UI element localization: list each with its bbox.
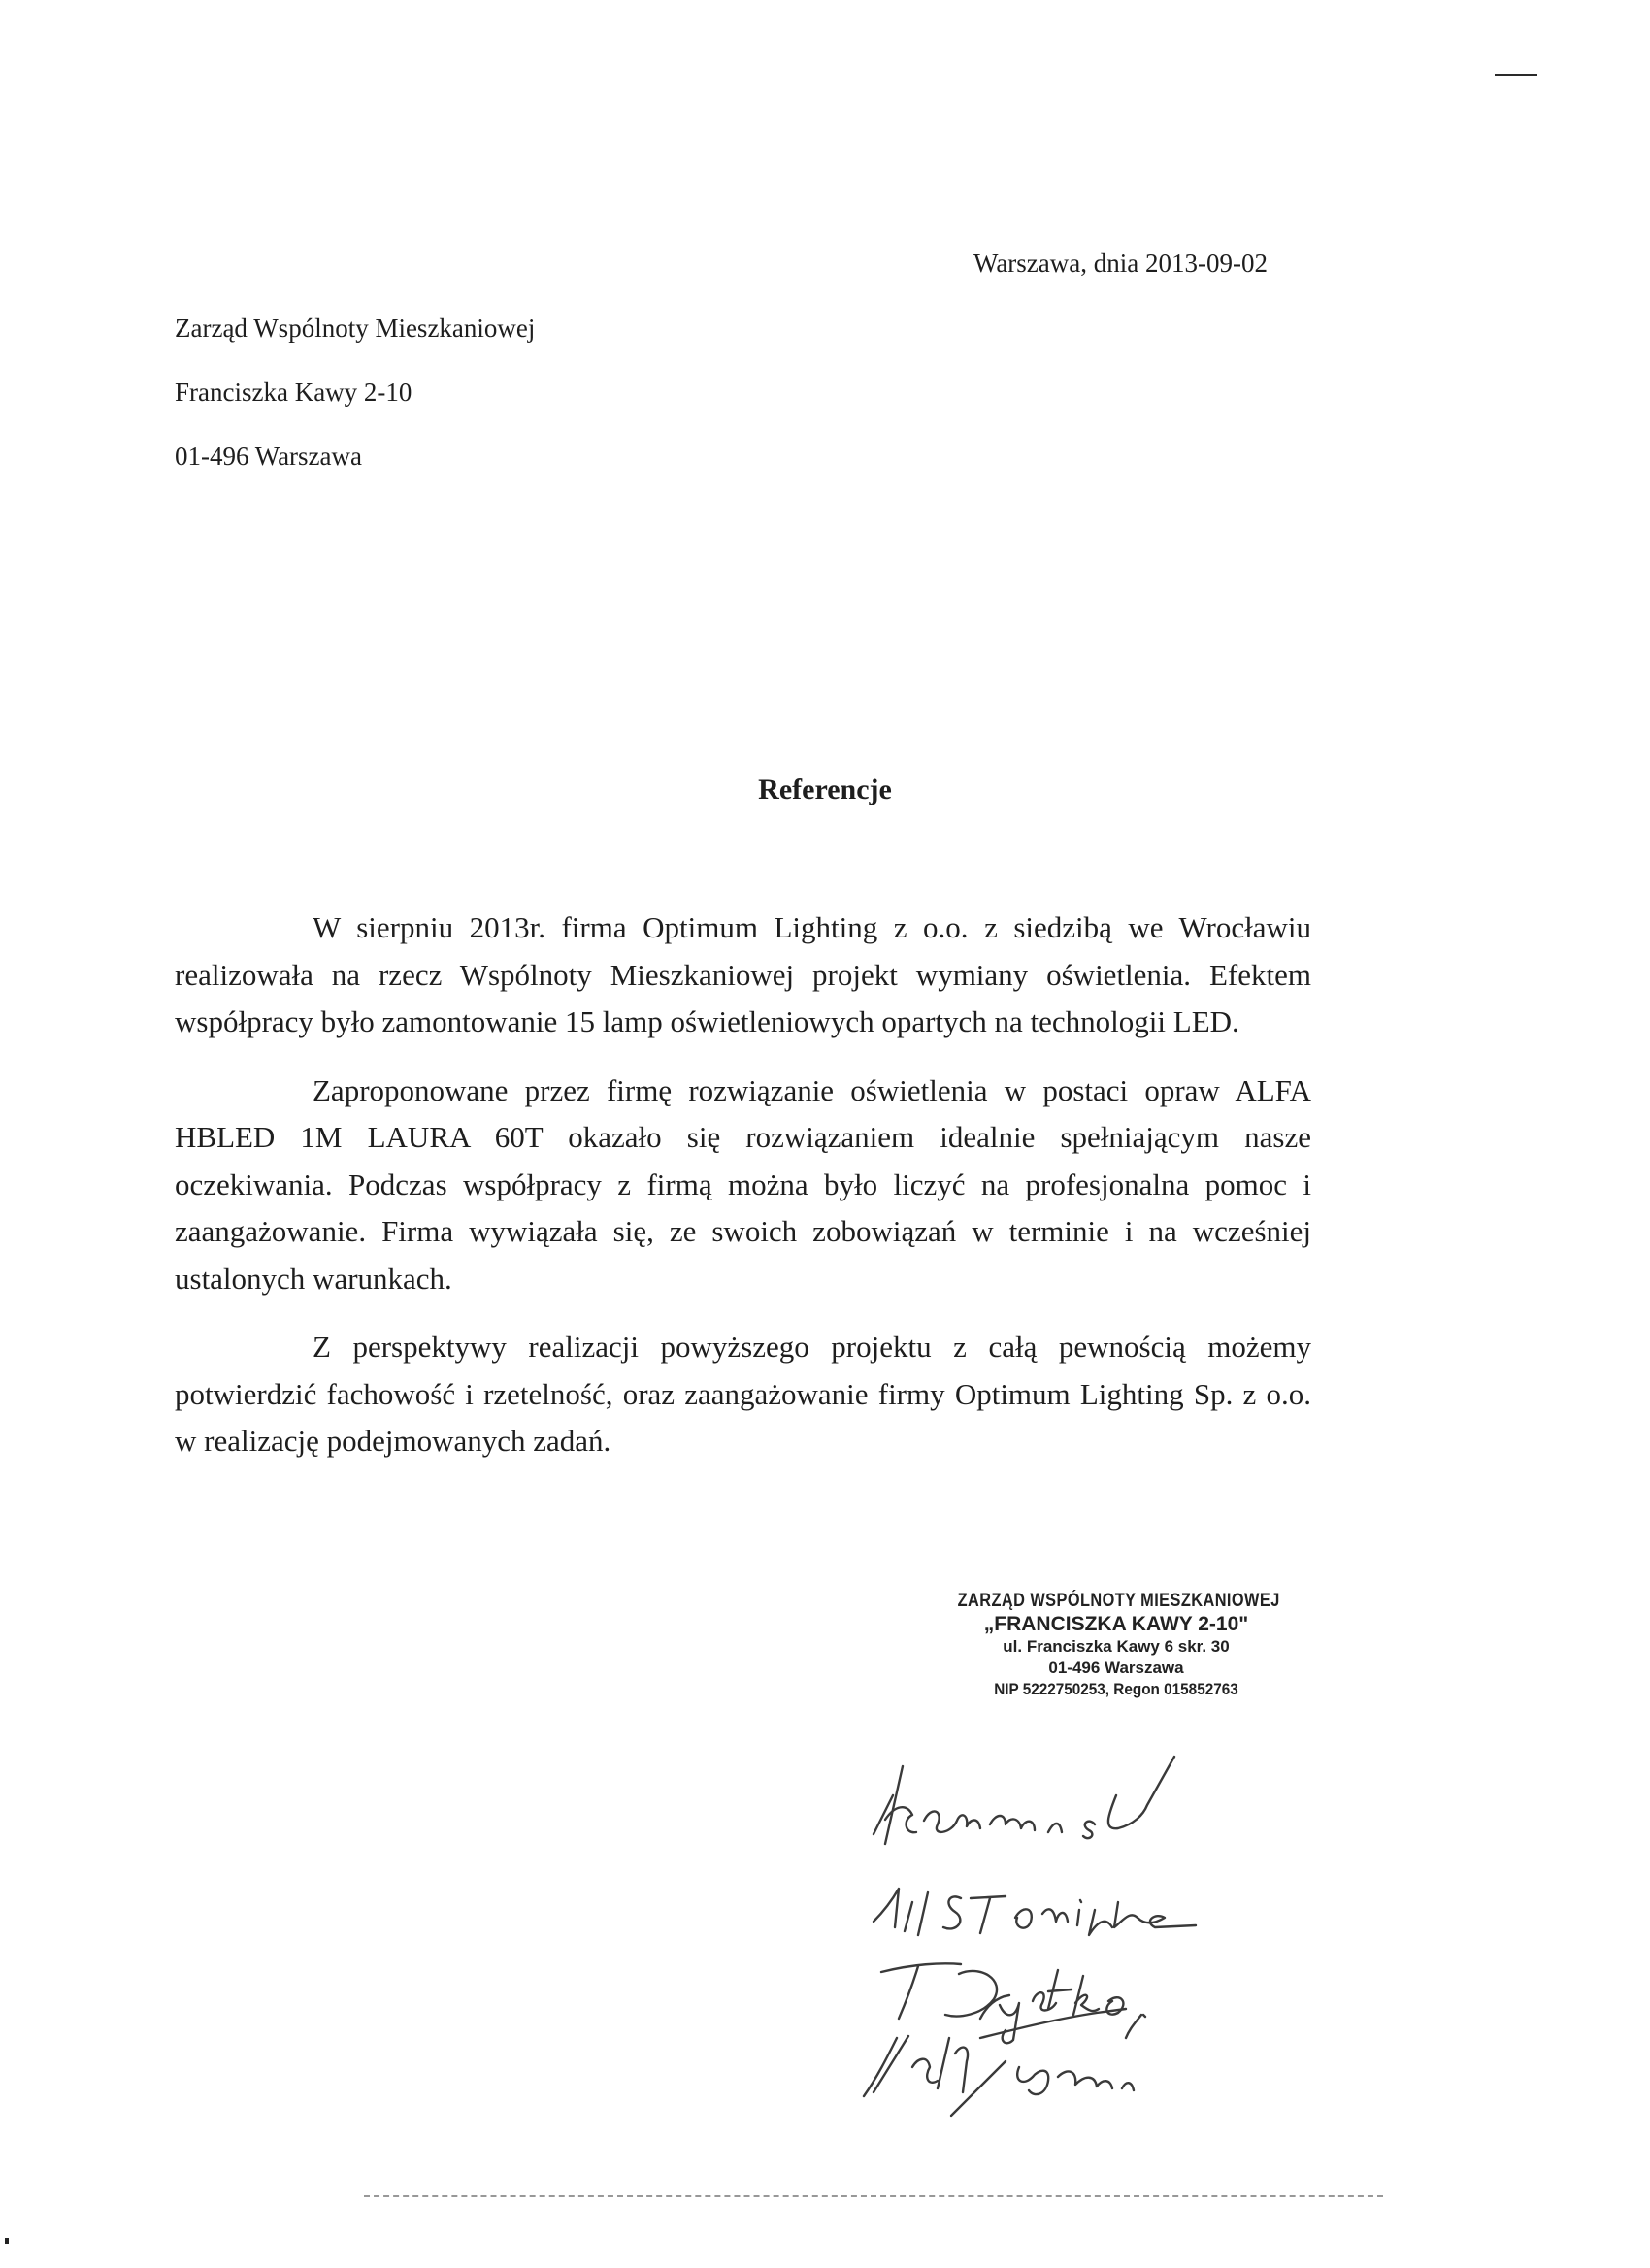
scan-mark xyxy=(5,2238,9,2244)
stamp-line-5: NIP 5222750253, Regon 015852763 xyxy=(994,1680,1238,1698)
paragraph-2: Zaproponowane przez firmę rozwiązanie oświetlenia w postaci opraw ALFA HBLED 1M LAURA 60T okazało się rozwiązaniem idealnie spełniającym nasze oczekiwania. Podczas współpracy z firmą można było liczyć na profesjonalna pomoc i zaangażowanie. Firma wywiązała się, ze swoich zobowiązań w terminie i na wcześniej ustalonych warunkach. xyxy=(175,1072,1311,1296)
signature-1 xyxy=(874,1757,1174,1844)
recipient-street: Franciszka Kawy 2-10 xyxy=(175,378,412,407)
bottom-divider xyxy=(364,2195,1383,2198)
signature-3 xyxy=(881,1963,1145,2043)
recipient-city: 01-496 Warszawa xyxy=(175,442,363,471)
stamp-line-3: ul. Franciszka Kawy 6 skr. 30 xyxy=(1003,1637,1230,1656)
recipient-name: Zarząd Wspólnoty Mieszkaniowej xyxy=(175,313,536,343)
recipient-address xyxy=(175,312,535,472)
stamp-line-1: ZARZĄD WSPÓLNOTY MIESZKANIOWEJ xyxy=(957,1591,1280,1611)
signature-2 xyxy=(874,1889,1196,1935)
association-stamp xyxy=(932,1590,1301,1700)
paragraph-1: W sierpniu 2013r. firma Optimum Lighting z o.o. z siedzibą we Wrocławiu realizowała na rzecz Wspólnoty Mieszkaniowej projekt wymiany oświetlenia. Efektem współpracy było zamontowanie 15 lamp oświetleniowych opartych na technologii LED. xyxy=(175,910,1311,1038)
header-dash xyxy=(1495,74,1537,76)
paragraph-3: Z perspektywy realizacji powyższego projektu z całą pewnością możemy potwierdzić fachowość i rzetelność, oraz zaangażowanie firmy Optimum Lighting Sp. z o.o. w realizację podejmowanych zadań. xyxy=(175,1330,1311,1458)
handwritten-signatures xyxy=(835,1727,1301,2135)
signature-4 xyxy=(864,2009,1141,2116)
letter-body xyxy=(175,904,1311,1465)
place-and-date: Warszawa, dnia 2013-09-02 xyxy=(974,248,1268,278)
stamp-line-4: 01-496 Warszawa xyxy=(1048,1659,1184,1677)
stamp-line-2: „FRANCISZKA KAWY 2-10" xyxy=(983,1613,1249,1635)
document-title: Referencje xyxy=(758,773,892,805)
